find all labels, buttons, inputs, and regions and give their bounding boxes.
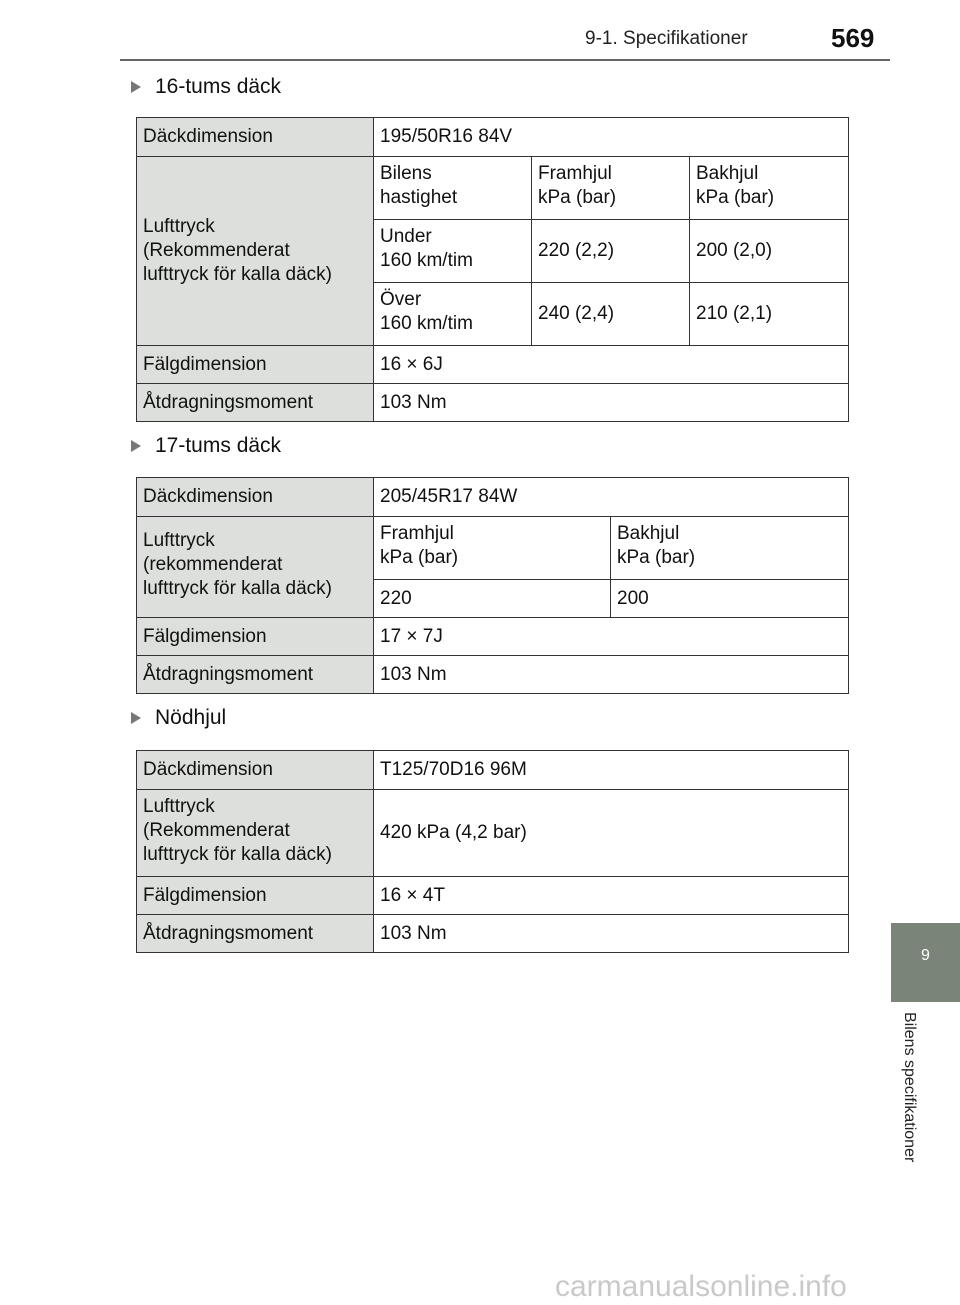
table-row	[137, 517, 849, 580]
section-heading-17	[131, 434, 281, 458]
over-front-cell: 240 (2,4)	[532, 283, 690, 346]
table-row	[137, 157, 849, 220]
pressure-value: 420 kPa (4,2 bar)	[374, 790, 849, 877]
tire-size-label: Däckdimension	[137, 118, 374, 157]
under-speed-cell: Under 160 km/tim	[374, 220, 532, 283]
table-row	[137, 790, 849, 877]
front-pressure-value: 220	[374, 580, 611, 618]
table-row	[137, 346, 849, 384]
over-speed-cell: Över 160 km/tim	[374, 283, 532, 346]
spec-table-17	[136, 477, 849, 694]
tire-size-value: T125/70D16 96M	[374, 751, 849, 790]
section-heading-spare	[131, 706, 226, 730]
tire-size-label: Däckdimension	[137, 751, 374, 790]
header-section-title: 9-1. Specifikationer	[585, 28, 748, 49]
pressure-label: Lufttryck (rekommenderat lufttryck för kalla däck)	[137, 517, 374, 618]
triangle-bullet-icon	[131, 440, 141, 452]
section-heading-label: 16-tums däck	[155, 75, 282, 98]
col-rear-header: Bakhjul kPa (bar)	[690, 157, 849, 220]
table-row	[137, 618, 849, 656]
pressure-label: Lufttryck (Rekommenderat lufttryck för kalla däck)	[137, 157, 374, 346]
col-rear-header: Bakhjul kPa (bar)	[611, 517, 849, 580]
table-row	[137, 915, 849, 953]
rim-label: Fälgdimension	[137, 877, 374, 915]
col-front-header: Framhjul kPa (bar)	[374, 517, 611, 580]
col-front-header: Framhjul kPa (bar)	[532, 157, 690, 220]
table-row	[137, 877, 849, 915]
watermark: carmanualsonline.info	[555, 1270, 847, 1303]
tire-size-value: 205/45R17 84W	[374, 478, 849, 517]
rim-value: 16 × 4T	[374, 877, 849, 915]
chapter-number: 9	[921, 947, 930, 964]
rim-value: 16 × 6J	[374, 346, 849, 384]
rear-pressure-value: 200	[611, 580, 849, 618]
table-row	[137, 384, 849, 422]
triangle-bullet-icon	[131, 712, 141, 724]
torque-label: Åtdragningsmoment	[137, 656, 374, 694]
torque-value: 103 Nm	[374, 915, 849, 953]
header-rule	[120, 59, 890, 61]
over-rear-cell: 210 (2,1)	[690, 283, 849, 346]
table-row	[137, 478, 849, 517]
chapter-title: Bilens specifikationer	[901, 1012, 918, 1163]
section-heading-16	[131, 75, 281, 99]
rim-label: Fälgdimension	[137, 346, 374, 384]
rim-label: Fälgdimension	[137, 618, 374, 656]
tire-size-value: 195/50R16 84V	[374, 118, 849, 157]
table-row	[137, 751, 849, 790]
spec-table-16	[136, 117, 849, 422]
col-speed-header: Bilens hastighet	[374, 157, 532, 220]
tire-size-label: Däckdimension	[137, 478, 374, 517]
under-front-cell: 220 (2,2)	[532, 220, 690, 283]
torque-label: Åtdragningsmoment	[137, 384, 374, 422]
section-heading-label: 17-tums däck	[155, 434, 282, 457]
under-rear-cell: 200 (2,0)	[690, 220, 849, 283]
table-row	[137, 118, 849, 157]
chapter-tab[interactable]	[891, 923, 960, 1002]
table-row	[137, 656, 849, 694]
page-number: 569	[831, 23, 875, 53]
section-heading-label: Nödhjul	[155, 706, 227, 729]
torque-label: Åtdragningsmoment	[137, 915, 374, 953]
rim-value: 17 × 7J	[374, 618, 849, 656]
torque-value: 103 Nm	[374, 384, 849, 422]
torque-value: 103 Nm	[374, 656, 849, 694]
triangle-bullet-icon	[131, 81, 141, 93]
pressure-label: Lufttryck (Rekommenderat lufttryck för kalla däck)	[137, 790, 374, 877]
spec-table-spare	[136, 750, 849, 953]
